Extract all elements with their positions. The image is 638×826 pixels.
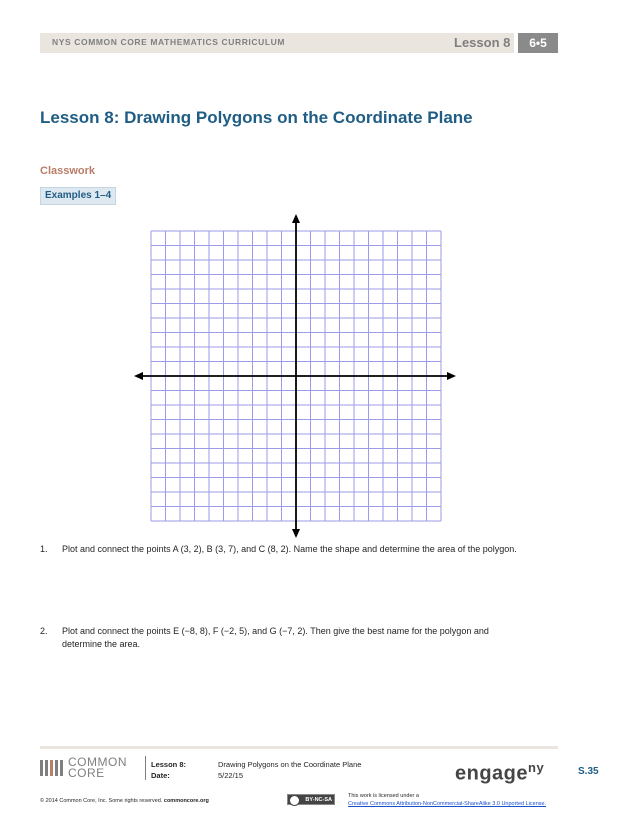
footer-divider	[40, 746, 558, 749]
problem-2-number: 2.	[40, 626, 48, 636]
cc-icon	[289, 795, 300, 806]
examples-label: Examples 1–4	[40, 187, 116, 205]
logo-line-2: CORE	[68, 766, 105, 780]
footer-date-label: Date:	[151, 771, 170, 780]
page-number: S.35	[578, 766, 599, 777]
footer-separator	[145, 756, 146, 780]
classwork-heading: Classwork	[40, 165, 96, 177]
engage-ny-text: ny	[528, 760, 545, 775]
curriculum-title: NYS COMMON CORE MATHEMATICS CURRICULUM	[52, 37, 286, 47]
engageny-logo	[455, 760, 544, 786]
problem-1-number: 1.	[40, 544, 48, 554]
license-intro: This work is licensed under a	[348, 793, 419, 799]
problem-1-text: Plot and connect the points A (3, 2), B (3, 7), and C (8, 2). Name the shape and determine the area of the polygon.	[62, 544, 517, 554]
engage-text: engage	[455, 762, 529, 785]
footer-date-value: 5/22/15	[218, 771, 244, 780]
problem-2	[40, 625, 489, 651]
logo-line-1: COMMON	[68, 755, 127, 769]
x-axis-left-arrow-icon	[134, 372, 143, 380]
copyright-text: © 2014 Common Core, Inc. Some rights reserved.	[40, 798, 163, 804]
copyright-site: commoncore.org	[163, 798, 209, 804]
y-axis-down-arrow-icon	[292, 529, 300, 538]
problem-2-text-line2: determine the area.	[62, 639, 141, 649]
grade-module-badge: 6•5	[518, 33, 558, 53]
coordinate-plane	[134, 214, 466, 542]
y-axis-up-arrow-icon	[292, 214, 300, 223]
footer-lesson-label: Lesson 8:	[151, 760, 187, 769]
header-lesson-number: Lesson 8	[454, 35, 511, 50]
page-title: Lesson 8: Drawing Polygons on the Coordinate Plane	[40, 108, 473, 127]
cc-license-badge: BY-NC-SA	[287, 794, 335, 805]
footer-lesson-value: Drawing Polygons on the Coordinate Plane	[218, 760, 362, 769]
common-core-wordmark	[68, 757, 127, 779]
license-link[interactable]: Creative Commons Attribution-NonCommercial-ShareAlike 3.0 Unported License.	[348, 801, 547, 807]
problem-1	[40, 543, 517, 556]
common-core-logo-icon	[40, 758, 66, 778]
copyright-notice	[40, 798, 209, 804]
x-axis-right-arrow-icon	[447, 372, 456, 380]
problem-2-text-line1: Plot and connect the points E (−8, 8), F (−2, 5), and G (−7, 2). Then give the best name for the polygon and	[62, 626, 489, 636]
